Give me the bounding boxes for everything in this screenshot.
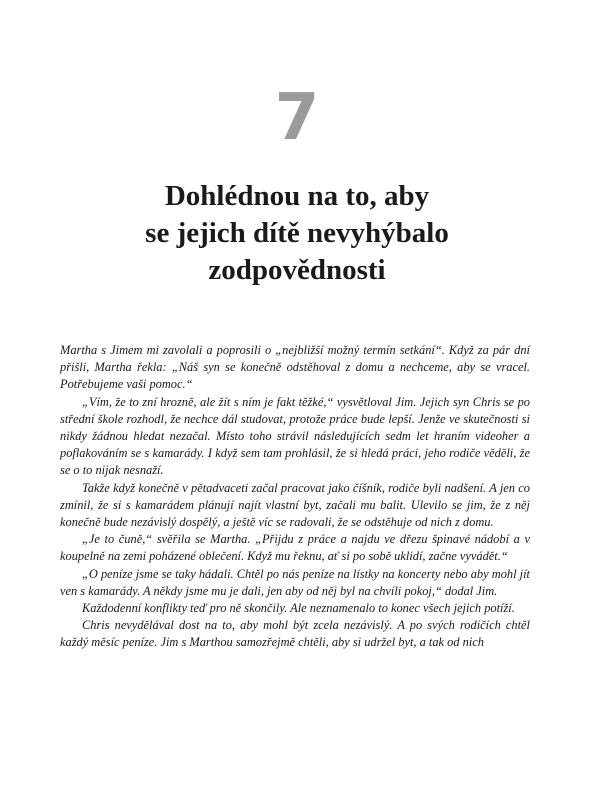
chapter-title [60, 178, 534, 289]
paragraph: „Je to čuně,“ svěřila se Martha. „Přijdu z práce a najdu ve dřezu špinavé nádobí a v koupelně na zemi poházené oblečení. Když mu řeknu, ať si po sobě uklidí, začne vyvádět.“ [60, 532, 530, 564]
paragraph: Martha s Jimem mi zavolali a poprosili o „nejbližší možný termín setkání“. Když za pár dní přišli, Martha řekla: „Náš syn se konečně odstěhoval z domu a nechceme, aby se vracel. Potřebujeme vaši pomoc.“ [60, 343, 530, 392]
chapter-number: 7 [274, 81, 320, 155]
chapter-title-line: zodpovědnosti [208, 254, 386, 286]
paragraph: Takže když konečně v pětadvaceti začal pracovat jako číšník, rodiče byli nadšení. A jen co zmínil, že si s kamarádem plánují najít vlastní byt, začali mu balit. Ulevilo se jim, že z něj konečně bude nezávislý dospělý, a ještě víc se radovali, že se odstěhuje od nich z domu. [60, 480, 530, 530]
paragraph: Chris nevydělával dost na to, aby mohl být zcela nezávislý. A po svých rodičích chtěl každý měsíc peníze. Jim s Marthou samozřejmě chtěli, aby si udržel byt, a tak od nich [60, 618, 530, 650]
chapter-title-line: se jejich dítě nevyhýbalo [145, 217, 449, 249]
chapter-title-line: Dohlédnou na to, aby [164, 180, 430, 212]
paragraph: „Vím, že to zní hrozně, ale žít s ním je fakt těžké,“ vysvětloval Jim. Jejich syn Chris se po střední škole rozhodl, že nechce dál studovat, protože práce bude lepší. Jenže ve skutečnosti si nikdy žádnou hledat nezačal. Místo toho strávil následujících sedm let hraním videoher a poflakováním se s kamarády. I když sem tam prohlásil, že si hledá práci, jeho rodiče věděli, že se o to nijak nesnaží. [60, 394, 530, 478]
paragraph: „O peníze jsme se taky hádali. Chtěl po nás peníze na lístky na koncerty nebo aby mohl jít ven s kamarády. A někdy jsme mu je dali, jen aby od něj byl na chvíli pokoj,“ dodal Jim. [60, 566, 530, 598]
chapter-body [60, 342, 530, 652]
paragraph: Každodenní konflikty teď pro ně skončily. Ale neznamenalo to konec všech jejich potíží. [82, 601, 515, 616]
